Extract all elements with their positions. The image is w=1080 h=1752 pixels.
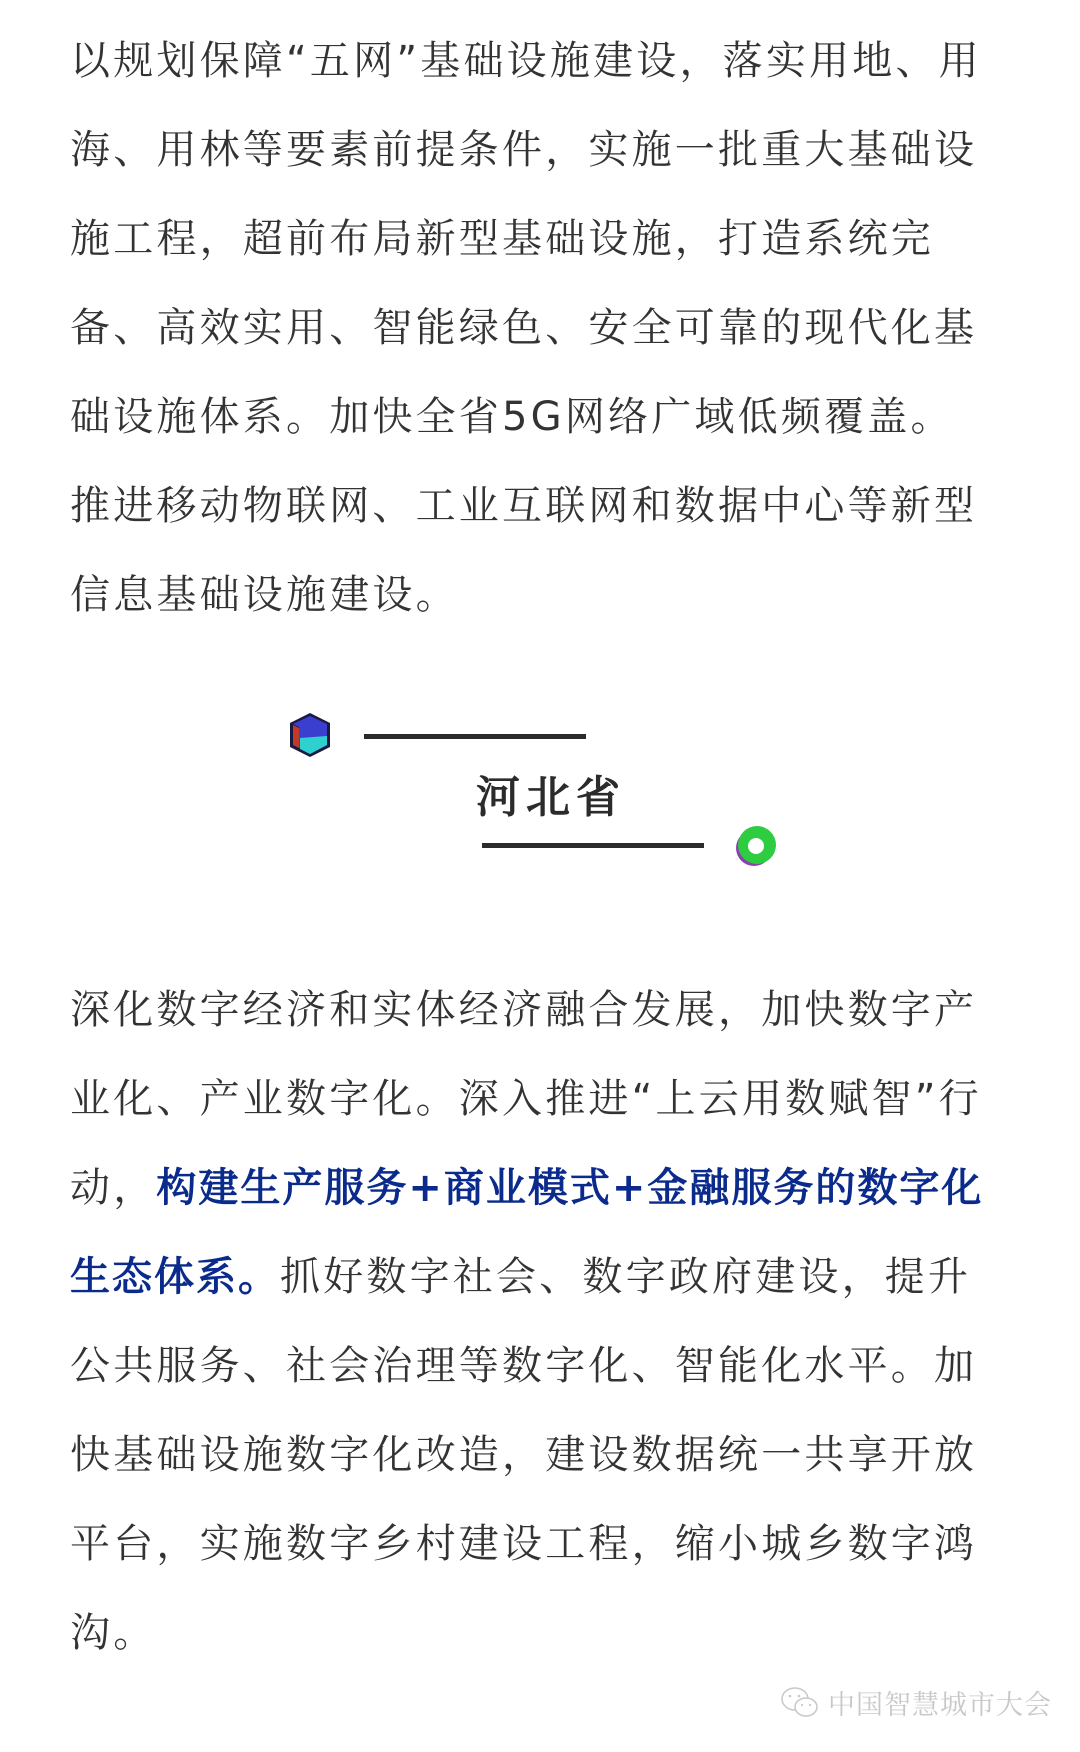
text-line bbox=[70, 1500, 1010, 1589]
text-line: 施工程，超前布局新型基础设施，打造系统完 bbox=[70, 216, 934, 262]
text-line bbox=[70, 1589, 1010, 1678]
heading-rule-bottom bbox=[482, 843, 704, 848]
ring-icon bbox=[732, 820, 782, 870]
text-segment: 深化数字经济和实体经济融合发展，加快数字产 bbox=[70, 987, 978, 1033]
text-line: 推进移动物联网、工业互联网和数据中心等新型 bbox=[70, 483, 978, 529]
text-line: 以规划保障“五网”基础设施建设，落实用地、用 bbox=[70, 38, 982, 84]
text-line: 础设施体系。加快全省5G网络广域低频覆盖。 bbox=[70, 394, 954, 440]
text-segment: 公共服务、社会治理等数字化、智能化水平。加 bbox=[70, 1343, 978, 1389]
text-segment: 快基础设施数字化改造，建设数据统一共享开放 bbox=[70, 1432, 978, 1478]
text-segment: 沟。 bbox=[70, 1610, 157, 1656]
highlighted-text: 构建生产服务+商业模式+金融服务的数字化 bbox=[156, 1165, 984, 1211]
paragraph-hebei bbox=[70, 966, 1010, 1678]
text-segment: 动， bbox=[70, 1165, 157, 1211]
text-line bbox=[70, 1055, 1010, 1144]
text-line: 信息基础设施建设。 bbox=[70, 572, 459, 618]
text-line bbox=[70, 1411, 1010, 1500]
cube-icon bbox=[286, 710, 334, 760]
text-segment: 业化、产业数字化。深入推进“上云用数赋智”行 bbox=[70, 1076, 982, 1122]
text-line bbox=[70, 1322, 1010, 1411]
paragraph-infrastructure bbox=[70, 17, 1010, 640]
text-segment: 平台，实施数字乡村建设工程，缩小城乡数字鸿 bbox=[70, 1521, 978, 1567]
text-line: 备、高效实用、智能绿色、安全可靠的现代化基 bbox=[70, 305, 978, 351]
text-line bbox=[70, 1233, 1010, 1322]
text-line bbox=[70, 1144, 1010, 1233]
highlighted-text: 生态体系。 bbox=[70, 1254, 280, 1300]
text-line: 海、用林等要素前提条件，实施一批重大基础设 bbox=[70, 127, 978, 173]
text-line bbox=[70, 966, 1010, 1055]
wechat-icon bbox=[780, 1686, 820, 1720]
heading-rule-top bbox=[364, 734, 586, 739]
text-segment: 抓好数字社会、数字政府建设，提升 bbox=[280, 1254, 972, 1300]
watermark-text: 中国智慧城市大会 bbox=[828, 1690, 1052, 1721]
watermark bbox=[780, 1683, 1052, 1722]
section-title: 河北省 bbox=[476, 772, 626, 823]
